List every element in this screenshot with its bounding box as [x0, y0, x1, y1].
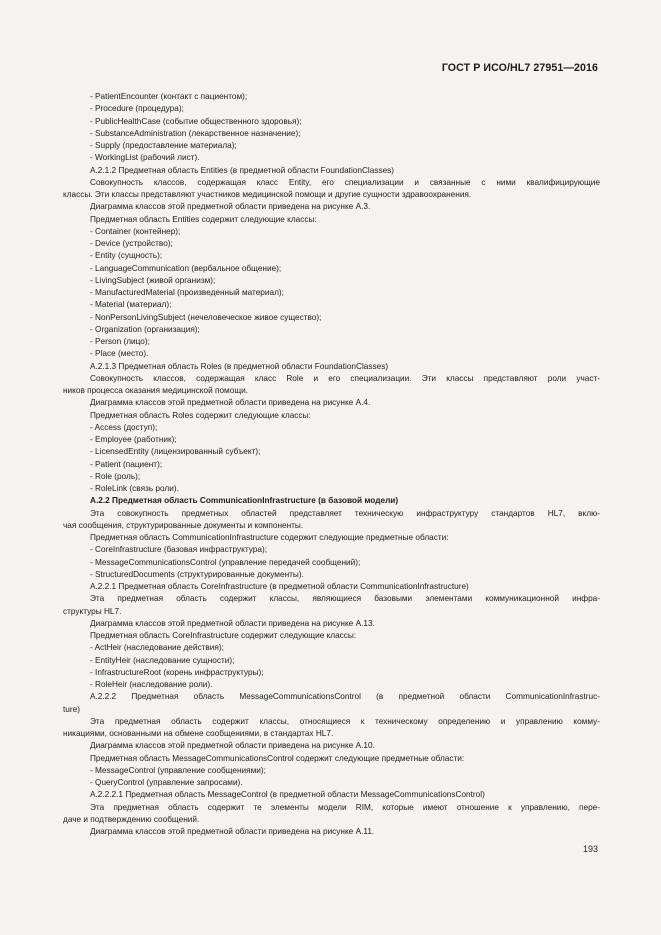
- text-line: Предметная область Entities содержит следующие классы:: [90, 214, 317, 224]
- list-item: - Device (устройство);: [90, 239, 173, 248]
- text-line: Предметная область CoreInfrastructure содержит следующие классы:: [90, 631, 357, 640]
- list-item: - Material (материал);: [90, 300, 172, 310]
- list-item: - LivingSubject (живой организм);: [90, 275, 216, 285]
- text-line: Эта предметная область содержит те элементы модели RIM, которые имеют отношение к управлению, пере-: [90, 802, 600, 812]
- page-number: 193: [582, 844, 598, 854]
- text-line: A.2.1.2 Предметная область Entities (в предметной области FoundationClasses): [90, 165, 395, 175]
- list-item: - InfrastructureRoot (корень инфраструктуры);: [90, 667, 264, 677]
- list-item: - ActHeir (наследование действия);: [90, 643, 224, 653]
- list-item: - PatientEncounter (контакт с пациентом);: [90, 92, 248, 101]
- list-item: - Container (контейнер);: [90, 226, 181, 236]
- text-line: A.2.2.2.1 Предметная область MessageControl (в предметной области MessageCommunicationsControl): [90, 790, 485, 800]
- list-item: - MessageControl (управление сообщениями);: [90, 765, 266, 775]
- list-item: - PublicHealthCase (событие общественного здоровья);: [90, 116, 302, 126]
- text-line: Диаграмма классов этой предметной области приведена на рисунке A.13.: [90, 618, 375, 628]
- text-line: чая сообщения, структурированные документы и компоненты.: [63, 520, 304, 530]
- text-line: A.2.1.3 Предметная область Roles (в предметной области FoundationClasses): [90, 361, 389, 371]
- list-item: - Organization (организация);: [90, 324, 200, 334]
- text-line: Совокупность классов, содержащая класс Role и его специализации. Эти классы представляют роли участ-: [90, 373, 600, 383]
- text-line: A.2.2 Предметная область CommunicationInfrastructure (в базовой модели): [90, 496, 399, 506]
- text-line: Эта предметная область содержит классы, являющиеся базовыми элементами коммуникационной инфра-: [90, 594, 600, 604]
- text-line: Эта совокупность предметных областей представляет техническую инфраструктуру стандартов HL7, вклю-: [90, 508, 600, 518]
- list-item: - Access (доступ);: [90, 422, 158, 432]
- text-line: Диаграмма классов этой предметной области приведена на рисунке A.4.: [90, 398, 371, 408]
- text-line: A.2.2.2 Предметная область MessageCommunicationsControl (в предметной области CommunicationInfrastruc-: [90, 692, 600, 702]
- list-item: - CoreInfrastructure (базовая инфраструктура);: [90, 545, 267, 555]
- text-line: структуры HL7.: [63, 606, 122, 616]
- text-line: Предметная область CommunicationInfrastructure содержит следующие предметные области:: [90, 533, 449, 542]
- text-line: Совокупность классов, содержащая класс Entity, его специализации и связанные с ними квалифицирующие: [90, 177, 600, 187]
- list-item: - LicensedEntity (лицензированный субъект);: [90, 447, 261, 457]
- text-line: Диаграмма классов этой предметной области приведена на рисунке A.3.: [90, 202, 371, 212]
- text-line: ture): [63, 704, 80, 714]
- text-line: Предметная область MessageCommunicationsControl содержит следующие предметные области:: [90, 753, 465, 763]
- document-body: [63, 91, 600, 838]
- list-item: - Place (место).: [90, 349, 149, 359]
- text-line: даче и подтверждению сообщений.: [63, 814, 200, 824]
- list-item: - WorkingList (рабочий лист).: [90, 153, 200, 163]
- list-item: - Patient (пациент);: [90, 459, 163, 469]
- text-line: классы. Эти классы представляют участников медицинской помощи и другие сущности здравоохранения.: [63, 190, 472, 199]
- list-item: - RoleHeir (наследование роли).: [90, 680, 213, 689]
- list-item: - LanguageCommunication (вербальное общение);: [90, 263, 282, 273]
- text-line: Диаграмма классов этой предметной области приведена на рисунке A.11.: [90, 827, 375, 836]
- text-line: никациями, основанными на обмене сообщениями, в стандартах HL7.: [63, 729, 334, 738]
- text-line: A.2.2.1 Предметная область CoreInfrastructure (в предметной области CommunicationInfrastructure): [90, 582, 469, 591]
- list-item: - MessageCommunicationsControl (управление передачей сообщений);: [90, 557, 361, 567]
- list-item: - StructuredDocuments (структурированные документы).: [90, 569, 304, 579]
- text-line: Диаграмма классов этой предметной области приведена на рисунке A.10.: [90, 741, 375, 751]
- text-line: Эта предметная область содержит классы, относящиеся к техническому определению и управлению комму-: [90, 716, 600, 726]
- text-line: ников процесса оказания медицинской помощи.: [63, 386, 249, 395]
- list-item: - NonPersonLivingSubject (нечеловеческое живое существо);: [90, 312, 322, 322]
- list-item: - SubstanceAdministration (лекарственное назначение);: [90, 128, 301, 138]
- list-item: - Supply (предоставление материала);: [90, 141, 237, 150]
- list-item: - Employee (работник);: [90, 435, 177, 444]
- list-item: - Procedure (процедура);: [90, 104, 184, 114]
- list-item: - QueryControl (управление запросами).: [90, 778, 243, 787]
- list-item: - Role (роль);: [90, 471, 141, 481]
- list-item: - RoleLink (связь роли).: [90, 484, 179, 493]
- list-item: - Entity (сущность);: [90, 251, 163, 261]
- list-item: - EntityHeir (наследование сущности);: [90, 655, 235, 665]
- list-item: - ManufacturedMaterial (произведенный материал);: [90, 288, 284, 297]
- text-line: Предметная область Roles содержит следующие классы:: [90, 410, 311, 420]
- standard-header: ГОСТ Р ИСО/HL7 27951—2016: [441, 62, 598, 74]
- list-item: - Person (лицо);: [90, 337, 150, 346]
